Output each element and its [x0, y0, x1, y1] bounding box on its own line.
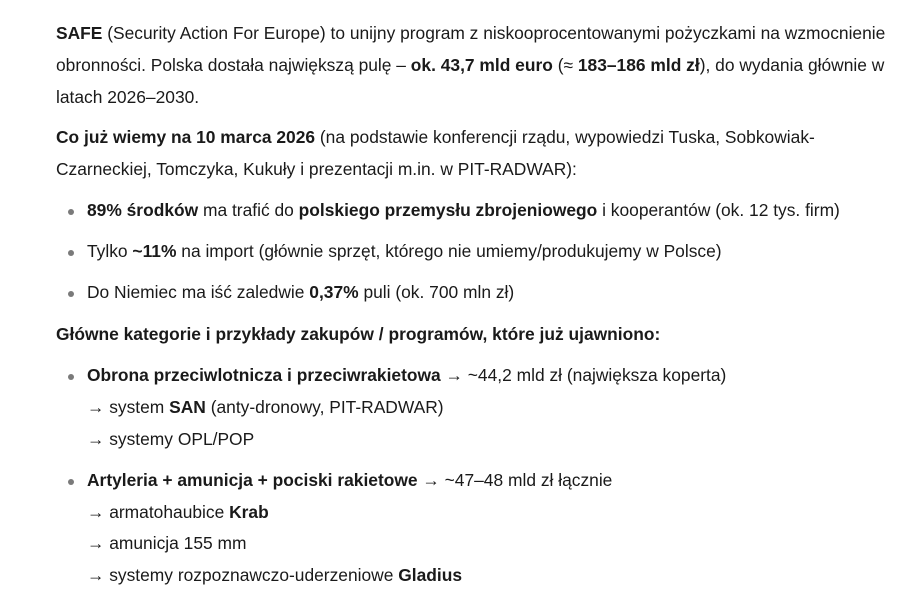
text: Tylko [87, 241, 133, 262]
text: (≈ [552, 54, 578, 75]
text: → armatohaubice [87, 501, 230, 522]
list-item [87, 236, 896, 268]
text: (na podstawie konferencji rządu, wypowiedzi Tuska, Sobkowiak-Czarneckiej, Tomczyka, Kukuły i prezentacji m.in. w PIT-RADWAR): [56, 127, 815, 180]
safe-term: SAFE [56, 23, 103, 43]
list-item [87, 277, 896, 309]
category-title: Artyleria + amunicja + pociski rakietowe [87, 469, 418, 490]
text: (Security Action For Europe) to unijny program z niskooprocentowanymi pożyczkami na wzmocnienie obronności. Polska dostała największą pulę – [56, 23, 886, 75]
text: → system [87, 396, 170, 417]
bold-text: 89% środków [87, 199, 199, 220]
text: (anty-dronowy, PIT-RADWAR) [205, 396, 444, 417]
bold-text: Gladius [398, 565, 463, 586]
amount-pln: 183–186 mld zł [577, 54, 700, 75]
bold-text: ~11% [132, 241, 177, 262]
heading-text: Główne kategorie i przykłady zakupów / programów, które już ujawniono: [56, 324, 661, 345]
categories-list [56, 360, 896, 592]
list-item [87, 195, 896, 227]
text: → systemy rozpoznawczo-uderzeniowe [87, 565, 399, 586]
text: Do Niemiec ma iść zaledwie [87, 282, 310, 303]
category-title: Obrona przeciwlotnicza i przeciwrakietowa [87, 364, 441, 385]
known-heading: Co już wiemy na 10 marca 2026 [56, 127, 316, 148]
text: puli (ok. 700 mln zł) [358, 282, 515, 303]
known-paragraph [56, 122, 896, 186]
text: i kooperantów (ok. 12 tys. firm) [597, 199, 840, 220]
text: → amunicja 155 mm [87, 533, 247, 554]
category-item [87, 465, 896, 592]
facts-list [56, 195, 896, 309]
categories-heading [56, 319, 896, 351]
response-document [56, 18, 896, 602]
text: → ~44,2 mld zł (największa koperta) [440, 364, 727, 385]
intro-paragraph [56, 18, 896, 113]
sub-item [87, 424, 896, 456]
text: ), do wydania głównie w latach 2026–2030. [56, 54, 885, 107]
sub-item [87, 497, 896, 529]
category-item [87, 360, 896, 455]
bold-text: Krab [229, 501, 269, 522]
text: ma trafić do [198, 199, 299, 220]
sub-item [87, 528, 896, 560]
sub-item [87, 392, 896, 424]
amount-eur: ok. 43,7 mld euro [410, 54, 553, 75]
bold-text: SAN [169, 396, 206, 417]
text: → systemy OPL/POP [87, 428, 255, 449]
bold-text: 0,37% [309, 282, 359, 303]
sub-item [87, 560, 896, 592]
text: → ~47–48 mld zł łącznie [417, 469, 613, 490]
bold-text: polskiego przemysłu zbrojeniowego [298, 199, 598, 220]
text: na import (głównie sprzęt, którego nie umiemy/produkujemy w Polsce) [176, 241, 722, 262]
